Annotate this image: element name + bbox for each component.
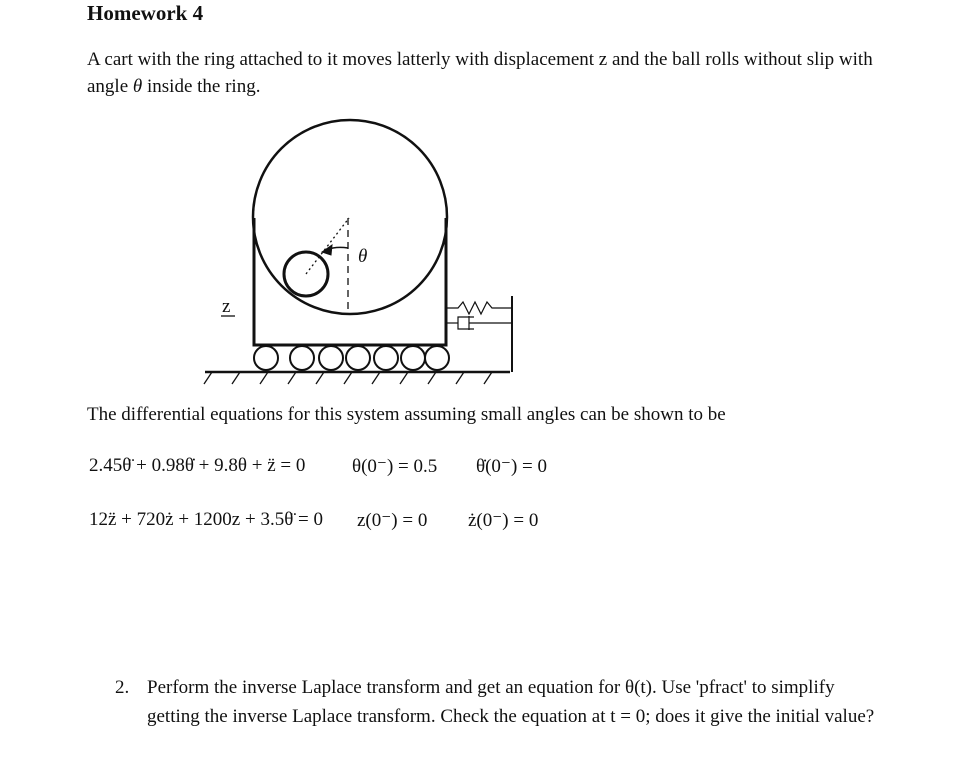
equation-2: 12z̈ + 720ż + 1200z + 3.5θ̈ = 0 [89,509,324,530]
wheel [290,346,314,370]
question-text: Perform the inverse Laplace transform and get an equation for θ(t). Use 'pfract' to simplify getting the inverse Laplace transform. Check the equation at t = 0; does it give the initial value? [147,677,875,727]
damper [446,316,512,330]
cart-body [254,218,446,345]
equation-2-initial-condition-1: z(0⁻) = 0 [357,510,428,531]
wheel [319,346,343,370]
wheel [254,346,278,370]
theta-label: θ [358,246,368,267]
diff-eq-intro: The differential equations for this system assuming small angles can be shown to be [87,404,726,425]
wheels [254,346,449,370]
ring [253,120,447,314]
equation-1-initial-condition-2: θ̇(0⁻) = 0 [476,456,547,477]
ground-hatching [204,372,492,384]
wheel [374,346,398,370]
spring [446,302,512,314]
angle-arrowhead [322,245,332,255]
equation-2-initial-condition-2: ż(0⁻) = 0 [468,510,539,531]
cart-ring-figure [195,118,525,388]
wheel [425,346,449,370]
intro-text-after: inside the ring. [142,76,261,97]
intro-text-before: A cart with the ring attached to it moves latterly with displacement z and the ball rolls without slip with angle [87,49,873,97]
intro-paragraph [87,46,887,100]
z-label: z [222,296,231,317]
equation-1: 2.45θ̈ + 0.98θ̇ + 9.8θ + z̈ = 0 [89,455,306,476]
wheel [401,346,425,370]
equation-1-initial-condition-1: θ(0⁻) = 0.5 [352,456,438,477]
page-title: Homework 4 [87,1,204,25]
intro-theta: θ [132,76,143,97]
question-2 [115,673,885,731]
question-number: 2. [115,677,130,698]
wheel [346,346,370,370]
